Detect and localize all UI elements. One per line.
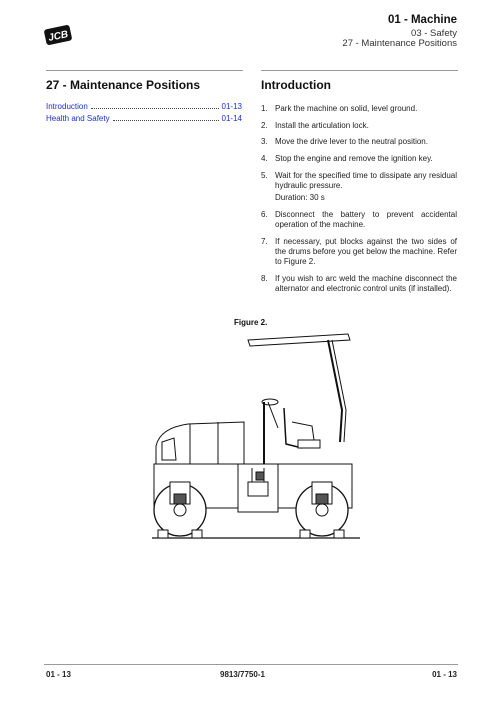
list-item	[261, 121, 457, 131]
left-title-rule	[46, 70, 243, 71]
procedure-steps	[261, 104, 457, 294]
step-number: 4.	[261, 154, 268, 164]
list-item	[261, 210, 457, 230]
list-item	[261, 171, 457, 204]
step-text-block	[275, 171, 457, 204]
step-number: 6.	[261, 209, 268, 219]
step-text: Install the articulation lock.	[275, 120, 369, 130]
step-number: 3.	[261, 137, 268, 147]
toc-item-health-and-safety[interactable]	[46, 114, 242, 126]
toc-link-label[interactable]: Health and Safety	[46, 113, 110, 123]
right-title-rule	[261, 70, 458, 71]
toc-leader	[113, 120, 219, 121]
logo-text: JCB	[47, 29, 70, 44]
list-item	[261, 237, 457, 268]
header-title: 01 - Machine	[387, 14, 457, 26]
footer-page-left: 01 - 13	[46, 670, 71, 679]
footer-rule	[44, 664, 458, 665]
footer-doc-number: 9813/7750-1	[220, 670, 265, 679]
toc-link-label[interactable]: Introduction	[46, 102, 88, 111]
step-text: Park the machine on solid, level ground.	[275, 104, 418, 113]
toc-leader	[91, 108, 219, 109]
step-number: 5.	[261, 170, 268, 180]
header-subtitle: 03 - Safety	[411, 28, 457, 39]
jcb-logo	[44, 24, 72, 46]
toc-page-number[interactable]: 01-14	[221, 113, 242, 123]
figure-label: Figure 2.	[234, 318, 268, 327]
introduction-title: Introduction	[261, 78, 331, 92]
step-duration: Duration: 30 s	[275, 193, 325, 203]
footer-page-right: 01 - 13	[432, 670, 457, 679]
step-text: Wait for the specified time to dissipate any residual hydraulic pressure.	[275, 170, 457, 191]
step-text: If you wish to arc weld the machine disconnect the alternator and electronic control units (if installed).	[275, 273, 457, 294]
step-number: 7.	[261, 236, 268, 246]
header-section: 27 - Maintenance Positions	[342, 38, 457, 49]
step-text: Stop the engine and remove the ignition key.	[275, 154, 433, 164]
step-text: Disconnect the battery to prevent accidental operation of the machine.	[275, 209, 457, 230]
step-text: If necessary, put blocks against the two sides of the drums before you get below the machine. Refer to Figure 2.	[275, 236, 457, 267]
step-number: 8.	[261, 273, 268, 283]
list-item	[261, 104, 457, 114]
list-item	[261, 137, 457, 147]
table-of-contents	[46, 102, 242, 125]
list-item	[261, 154, 457, 164]
list-item	[261, 274, 457, 294]
toc-item-introduction[interactable]	[46, 102, 242, 114]
step-number: 1.	[261, 104, 268, 113]
section-title: 27 - Maintenance Positions	[46, 78, 201, 92]
roller-illustration	[152, 332, 360, 542]
step-number: 2.	[261, 120, 268, 130]
toc-page-number[interactable]: 01-13	[221, 102, 242, 111]
step-text: Move the drive lever to the neutral position.	[275, 137, 428, 147]
